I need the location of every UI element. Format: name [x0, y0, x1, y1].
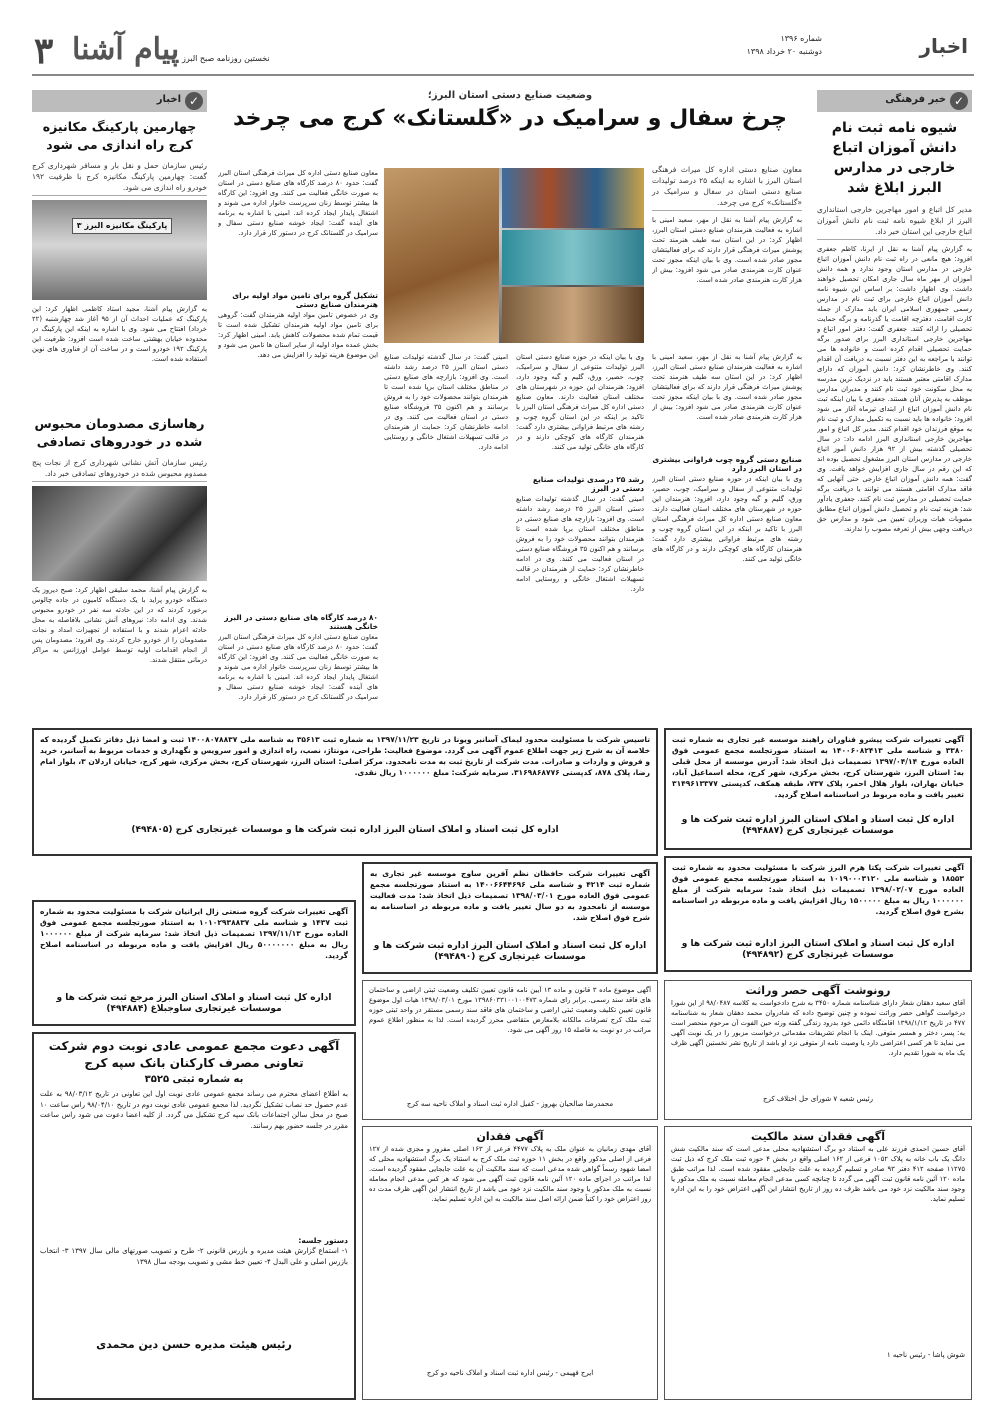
left-column: [32, 90, 207, 720]
ad-text: تاسیس شرکت با مسئولیت محدود لیماک آسانبر ویونا در تاریخ ۱۳۹۷/۱۱/۲۳ به شماره ثبت ۳۵۶۱۳ به شناسه ملی ۱۴۰۰۸۰۷۸۸۳۷ ثبت و امضا ذیل دفاتر تکمیل گردیده که خلاصه آن به شرح زیر جهت اطلاع عموم آگهی می گردد. موضوع فعالیت: طراحی، مونتاژ، نصب، راه اندازی و امور سرویس و نگهداری و خدمات مربوط به آسانبر، خرید و فروش و واردات و صادرات. مدت شرکت از تاریخ ثبت به مدت نامحدود. مرکز اصلی: استان البرز، شهرستان کرج، بخش مرکزی، شهر کرج، خیابان اردلان ۳، بلوار امام رضا، پلاک ۸۷۸، کدپستی ۳۱۶۹۸۶۸۷۷۶. سرمایه شرکت: مبلغ ۱۰۰۰۰۰۰ ریال نقدی.: [40, 735, 650, 777]
center-left-top: [218, 168, 378, 742]
ad-company-formation: [32, 728, 658, 856]
lead: مدیر کل اتباع و امور مهاجرین خارجی استانداری البرز از ابلاغ شیوه نامه ثبت نام دانش آموزان اتباع خارجی این استان خبر داد.: [817, 202, 972, 240]
ad-signature: شوش پاشا - رئیس ناحیه ۱: [886, 1351, 965, 1359]
ad-signature: اداره کل ثبت اسناد و املاک استان البرز مرجع ثبت شرکت ها و موسسات غیرتجاری ساوجبلاغ (۴۹۴۸۸۴): [56, 993, 332, 1014]
ad-signature: ایرج فهیمی - رئیس اداره ثبت اسناد و املاک ناحیه دو کرج: [426, 1369, 594, 1377]
ad-general-assembly: [32, 1032, 356, 1400]
check-icon: ✓: [185, 92, 203, 110]
main-lead: معاون صنایع دستی اداره کل میراث فرهنگی استان البرز با اشاره به اینکه ۲۵ درصد تولیدات صنایع دستی استان در سفال و سرامیک در «گلستانک» کرج می چرخد.: [652, 162, 802, 211]
headline-rescue: رهاسازی مصدومان محبوس شده در خودروهای تصادفی: [34, 416, 205, 449]
rescue-photo: [32, 486, 207, 581]
subhead-2: رشد ۲۵ درصدی تولیدات صنایع دستی در البرز: [532, 475, 644, 493]
ad-text: به اطلاع اعضای محترم می رساند مجمع عمومی عادی نوبت اول این تعاونی در تاریخ ۹۸/۰۳/۱۲ به علت عدم حصول حد نصاب تشکیل نگردید. لذا مجمع عمومی عادی نوبت دوم در تاریخ ۹۸/۰۴/۱۰ راس ساعت ۱۰ صبح در محل سالن اجتماعات بانک سپه کرج تشکیل می گردد. از کلیه اعضا دعوت می شود راس ساعت مقرر در جلسه حضور بهم رسانند.: [40, 1090, 348, 1130]
parking-photo: [32, 200, 207, 300]
lead-parking: رئیس سازمان حمل و نقل بار و مسافر شهرداری کرج گفت: چهارمین پارکینگ مکانیزه کرج با ظرفیت ۱۹۲ خودرو راه اندازی می شود.: [32, 158, 207, 196]
masthead: [32, 26, 974, 76]
masthead-rule: [32, 74, 974, 76]
intro-cont: به گزارش پیام آشنا به نقل از مهر، سعید امینی با اشاره به فعالیت هنرمندان صنایع دستی استان البرز، اظهار کرد: در این استان سه طیف هنرمند تحت پوشش میراث فرهنگی قرار دارند که برای فعالیتشان مجوز صادر شده است. وی با بیان اینکه مجوز تحت عنوان کارت هنرمندی صادر می شود افزود: بیش از هزار کارت هنرمندی صادر شده است.: [652, 353, 802, 421]
center-col-b: [516, 352, 644, 714]
check-icon: ✓: [950, 92, 968, 110]
subhead-3: تشکیل گروه برای تامین مواد اولیه برای هنرمندان صنایع دستی: [232, 291, 378, 309]
pottery-photo: [384, 168, 644, 343]
body-1-text: وی با بیان اینکه در حوزه صنایع دستی استان البرز تولیدات متنوعی از سفال و سرامیک، چوب، حصیر، ورق، گلیم و گبه وجود دارد، افزود: هنرمندان این حوزه در شهرستان های مختلف استان فعالیت دارند. معاون صنایع دستی اداره کل میراث فرهنگی استان البرز با تاکید بر اینکه در این استان گروه چوب و رشته های مرتبط فراوانی بیشتری دارد گفت: هنرمندان کارگاه های کوچکی دارند و در کارگاه های خانگی تولید می کنند.: [652, 475, 802, 563]
center-lead-column: [652, 162, 802, 375]
photo-hands: [384, 168, 499, 343]
ad-text: آگهی تغییرات شرکت گروه صنعتی زال ایرانیان شرکت با مسئولیت محدود به شماره ثبت ۱۴۳۷ و شناسه ملی ۱۰۱۰۲۹۳۸۸۳۷ به استناد صورتجلسه مجمع عمومی فوق العاده مورخ ۱۳۹۷/۱۱/۱۳ تصمیمات ذیل اتخاذ شد: سرمایه شرکت از مبلغ ۱۰۰۰۰۰۰ ریال به مبلغ ۵۰۰۰۰۰۰۰ ریال افزایش یافت و ماده مربوطه در اساسنامه اصلاح گردید.: [40, 907, 348, 960]
center-col-a: [652, 352, 802, 714]
ad-text: آقای مهدی زمانیان به عنوان ملک به پلاک ۴۴۷۷ فرعی از ۱۶۳ اصلی مفروز و مجزی شده از ۱۲۷ فرعی از اصلی مذکور واقع در بخش ۱۱ حوزه ثبت ملک کرج به استناد یک برگ استشهادیه محلی که امضا شهود رسماً گواهی شده مدعی است که سند مالکیت آن به علت جابجایی مفقود گردیده است. لذا مراتب در اجرای ماده ۱۲۰ آئین نامه قانون ثبت آگهی می شود که هر کس مدعی انجام معامله نسبت به ملک مذکور یا وجود سند مالکیت نزد خود می باشد از تاریخ انتشار این آگهی ظرف مدت ده روز اعتراض خود را کتباً ضمن ارائه اصل سند مالکیت به این اداره تسلیم نماید.: [369, 1145, 651, 1203]
body-3-text: وی در خصوص تامین مواد اولیه هنرمندان گفت: گروهی برای تامین مواد اولیه هنرمندان تشکیل شده است تا قیمت تمام شده محصولات کاهش یابد. امینی اظهار کرد: بخش عمده مواد اولیه از سایر استان ها تامین می شود و این موضوع هزینه تولید را افزایش می دهد.: [218, 311, 378, 359]
ad-signature: اداره کل ثبت اسناد و املاک استان البرز اداره ثبت شرکت ها و موسسات غیرتجاری کرج (۴۹۴۸۹۲): [681, 939, 955, 960]
ad-change-hafezan: [362, 862, 658, 974]
issue-date: دوشنبه ۲۰ خرداد ۱۳۹۸: [746, 47, 822, 56]
rescue-body: به گزارش پیام آشنا، محمد سلیقی اظهار کرد: صبح دیروز یک دستگاه خودرو پراید با یک دستگاه کامیون در جاده چالوس برخورد کردند که در این حادثه سه نفر در خودرو محبوس شدند. وی ادامه داد: نیروهای آتش نشانی بلافاصله به محل حادثه اعزام شدند و با استفاده از تجهیزات امداد و نجات مصدومان را از خودرو خارج کردند. وی افزود: مصدومان پس از انجام اقدامات اولیه توسط عوامل اورژانس به مراکز درمانی منتقل شدند.: [32, 586, 207, 664]
main-headline: چرخ سفال و سرامیک در «گلستانک» کرج می چرخد: [232, 106, 788, 131]
ad-text: آگهی تغییرات شرکت حافظان نظم آفرین ساوج موسسه غیر تجاری به شماره ثبت ۴۲۱۴ و شناسه ملی ۱۴۰۰۶۶۴۴۶۹۶ به استناد صورتجلسه مجمع عمومی فوق العاده مورخ ۱۳۹۸/۰۳/۰۱ تصمیمات ذیل اتخاذ شد: مدت فعالیت موسسه از نامحدود به دو سال تغییر یافت و ماده مربوطه در اساسنامه به شرح فوق اصلاح شد.: [370, 869, 650, 922]
center-col-c: [384, 352, 508, 712]
kicker: وضعیت صنایع دستی استان البرز؛: [427, 90, 593, 101]
photo-vases: [502, 168, 644, 228]
ad-text: آگهی تغییرات شرکت پیشرو فناوران راهبند موسسه غیر تجاری به شماره ثبت ۳۳۸۰ و شناسه ملی ۱۴۰۰۶۰۸۲۴۱۳ به استناد صورتجلسه مجمع عمومی فوق العاده مورخ ۱۳۹۷/۰۴/۱۴ تصمیمات ذیل اتخاذ شد: آدرس موسسه از محل قبلی به: استان البرز، شهرستان کرج، بخش مرکزی، شهر کرج، محله اسماعیل آباد، خیابان بهاران، بلوار هلال احمر، پلاک ۷۳۷، طبقه همکف، کدپستی ۳۱۴۹۶۱۳۳۷۷ تغییر یافت و ماده مربوط در اساسنامه اصلاح گردید.: [672, 735, 964, 799]
section-label: خبر فرهنگی: [885, 94, 946, 105]
ad-signature: محمدرضا صالحیان بهروز - کفیل اداره ثبت اسناد و املاک ناحیه سه کرج: [406, 1100, 614, 1108]
ad-signature: رئیس هیئت مدیره حسن دین محمدی: [96, 1338, 292, 1351]
headline-parking: چهارمین پارکینگ مکانیزه کرج راه اندازی می شود: [42, 119, 197, 152]
body-4b-text: معاون صنایع دستی اداره کل میراث فرهنگی استان البرز گفت: حدود ۸۰ درصد کارگاه های صنایع دستی در استان به صورت خانگی فعالیت می کنند. وی افزود: این کارگاه ها بیشتر توسط زنان سرپرست خانوار اداره می شوند و اشتغال پایدار ایجاد کرده اند. امینی با اشاره به برنامه های آینده گفت: ایجاد خوشه صنایع دستی سفال و سرامیک در گلستانک کرج در دستور کار قرار دارد.: [218, 633, 378, 701]
newspaper-logo: [32, 30, 180, 76]
ad-change-zal: [32, 900, 356, 1026]
ad-title: آگهی دعوت مجمع عمومی عادی نوبت دوم شرکت تعاونی مصرف کارکنان بانک سپه کرج: [48, 1039, 340, 1070]
ad-text: آقای سعید دهقان شعار دارای شناسنامه شماره ۳۴۵۰ به شرح دادخواست به کلاسه ۹۸/۰۴۸۷ از این شورا درخواست گواهی حصر وراثت نموده و چنین توضیح داده که شادروان محمد دهقان شعار به شناسنامه ۴۷۷ در تاریخ ۱۳۹۸/۱/۱۲ اقامتگاه دائمی خود بدرود زندگی گفته ورثه حین الفوت آن مرحوم منحصر است به: پسر، دختر و همسر متوفی. اینک با انجام تشریفات مقدماتی درخواست مزبور را در یک نوبت آگهی می نماید تا هر کسی اعتراضی دارد یا وصیت نامه از متوفی نزد او باشد از تاریخ نشر نخستین آگهی ظرف یک ماه به شورا تقدیم دارد.: [671, 999, 965, 1057]
issue-info: [722, 32, 822, 58]
article-body: به گزارش پیام آشنا به نقل از ایرنا، کاظم جعفری افزود: هیچ مانعی در راه ثبت نام دانش آموزان اتباع خارجی در مدارس استان وجود ندارد و همه دانش آموزان از مهر ماه سال جاری امکان تحصیل خواهند داشت. وی اظهار داشت: بر اساس این شیوه نامه دانش آموزان اتباع خارجی برای ثبت نام در مدارس رسمی جمهوری اسلامی ایران باید مدارک از جمله کارت اقامت، دفترچه اقامت یا گذرنامه و برگه حمایت تحصیلی را ارائه کنند. جعفری گفت: دفتر امور اتباع و مهاجرین خارجی استانداری البرز برای صدور برگه حمایت تحصیلی اقدام کرده است و خانواده ها می توانند با مراجعه به این دفتر نسبت به دریافت آن اقدام کنند. وی خاطرنشان کرد: دانش آموزان که دارای مدارک اقامتی معتبر هستند باید در نزدیک ترین مدرسه به محل سکونت خود ثبت نام کنند و مدیران مدارس موظف به پذیرش آنان هستند. جعفری با بیان اینکه ثبت نام دانش آموزان اتباع از ابتدای تیرماه آغاز می شود افزود: خانواده ها باید نسبت به تکمیل مدارک و ثبت نام به موقع فرزندان خود اقدام کنند. مدیر کل اتباع و امور مهاجرین خارجی استانداری البرز ادامه داد: در سال تحصیلی گذشته بیش از ۹۲ هزار دانش آموز اتباع خارجی در مدارس استان البرز مشغول تحصیل بوده اند که این رقم در سال جاری افزایش خواهد یافت. وی گفت: همه دانش آموزان اتباع خارجی حتی آنهایی که فاقد مدارک اقامتی هستند می توانند با دریافت برگه حمایت تحصیلی در مدارس ثبت نام کنند. جعفری یادآور شد: هزینه ثبت نام و تحصیل دانش آموزان اتباع مطابق مصوبات هیات وزیران تعیین می شود و مدارس حق دریافت وجهی بیش از تعرفه مصوب را ندارند.: [817, 245, 972, 533]
ad-deed-loss: [664, 1126, 972, 1400]
ad-title: رونوشت آگهی حصر وراثت: [745, 984, 891, 997]
intro-text: به گزارش پیام آشنا به نقل از مهر، سعید امینی با اشاره به فعالیت هنرمندان صنایع دستی استان البرز، اظهار کرد: در این استان سه طیف هنرمند تحت پوشش میراث فرهنگی قرار دارند که برای فعالیتشان مجوز صادر شده است. وی با بیان اینکه مجوز تحت عنوان کارت هنرمندی صادر می شود افزود: بیش از هزار کارت هنرمندی صادر شده است.: [652, 216, 802, 284]
ad-title: آگهی فقدان: [476, 1130, 544, 1143]
ad-signature: اداره کل ثبت اسناد و املاک استان البرز اداره ثبت شرکت ها و موسسات غیرتجاری کرج (۴۹۴۸۹۰): [373, 941, 647, 962]
right-column: [817, 90, 972, 720]
ad-text: آقای حسین احمدی فرزند علی به استناد دو برگ استشهادیه محلی مدعی است که سند مالکیت شش دانگ یک باب خانه به پلاک ۱۰۵۲ فرعی از ۱۶۲ اصلی واقع در بخش ۴ حوزه ثبت ملک کرج که ذیل ثبت ۱۱۲۷۵ صفحه ۴۱۲ دفتر ۹۳ صادر و تسلیم گردیده به علت جابجایی مفقود شده است. لذا مراتب طبق ماده ۱۲۰ آئین نامه قانون ثبت آگهی می گردد تا چنانچه کسی مدعی انجام معامله نسبت به ملک مذکور یا وجود سند مالکیت نزد خود می باشد ظرف ده روز از تاریخ انتشار این آگهی اعتراض خود را به این اداره تسلیم نماید.: [671, 1145, 965, 1203]
ad-land-registration: [362, 980, 658, 1120]
center-column: [218, 90, 802, 720]
ad-loss-notice: [362, 1126, 658, 1400]
ad-signature: رئیس شعبه ۷ شورای حل اختلاف کرج: [762, 1095, 874, 1103]
ad-text: آگهی تغییرات شرکت پکتا هرم البرز شرکت با مسئولیت محدود به شماره ثبت ۱۸۵۵۳ و شناسه ملی ۱۰۱۹۰۰۰۳۱۲۰ به استناد صورتجلسه مجمع عمومی فوق العاده مورخ ۱۳۹۸/۰۲/۰۷ تصمیمات ذیل اتخاذ شد: سرمایه شرکت از مبلغ ۱۰۰۰۰۰۰ ریال به مبلغ ۱۵۰۰۰۰۰ ریال افزایش یافت و ماده مربوطه در اساسنامه بشرح فوق اصلاح گردید.: [672, 863, 964, 916]
section-title: اخبار: [919, 34, 968, 58]
parking-sign: پارکینگ مکانیزه البرز ۳: [72, 218, 172, 234]
headline: شیوه نامه ثبت نام دانش آموزان اتباع خارجی در مدارس البرز ابلاغ شد: [831, 120, 958, 196]
agenda-title: دستور جلسه:: [298, 1236, 348, 1245]
section-header-news: [32, 90, 207, 112]
ad-change-pakta: [664, 856, 972, 972]
lead-rescue: رئیس سازمان آتش نشانی شهرداری کرج از نجات پنج مصدوم محبوس شده در خودروهای تصادفی خبر داد.: [32, 455, 207, 482]
ad-registration-number: به شماره ثبتی ۳۵۲۵: [144, 1074, 244, 1085]
tagline: نخستین روزنامه صبح البرز: [182, 54, 270, 63]
ad-inheritance: [664, 980, 972, 1120]
body-1-cont: وی با بیان اینکه در حوزه صنایع دستی استان البرز تولیدات متنوعی از سفال و سرامیک، چوب، حصیر، ورق، گلیم و گبه وجود دارد، افزود: هنرمندان این حوزه در شهرستان های مختلف استان فعالیت دارند. معاون صنایع دستی اداره کل میراث فرهنگی استان البرز با تاکید بر اینکه در این استان گروه چوب و رشته های مرتبط فراوانی بیشتری دارد گفت: هنرمندان کارگاه های کوچکی دارند و در کارگاه های خانگی تولید می کنند.: [516, 353, 644, 451]
ad-text: آگهی موضوع ماده ۳ قانون و ماده ۱۳ آیین نامه قانون تعیین تکلیف وضعیت ثبتی اراضی و ساختمان های فاقد سند رسمی. برابر رای شماره ۱۳۹۸۶۰۳۳۱۰۰۱۰۰۴۷۳ مورخ ۱۳۹۸/۰۳/۰۱ هیات اول موضوع قانون تعیین تکلیف وضعیت ثبتی اراضی و ساختمان های فاقد سند رسمی مستقر در واحد ثبتی حوزه ثبت ملک کرج تصرفات مالکانه بلامعارض متقاضی محرز گردیده است. لذا به منظور اطلاع عموم مراتب در دو نوبت به فاصله ۱۵ روز آگهی می شود.: [369, 986, 651, 1034]
logo-text: پیام آشنا: [72, 32, 180, 67]
agenda-items: ۱- استماع گزارش هیئت مدیره و بازرس قانونی ۲- طرح و تصویب صورتهای مالی سال ۱۳۹۷ ۳- انتخاب بازرس اصلی و علی البدل ۴- تعیین خط مشی و تصویب بودجه سال ۱۳۹۸: [40, 1247, 348, 1266]
ad-title: آگهی فقدان سند مالکیت: [751, 1130, 885, 1143]
subhead-1: صنایع دستی گروه چوب فراوانی بیشتری در استان البرز دارد: [652, 455, 802, 473]
subhead-4: ۸۰ درصد کارگاه های صنایع دستی در البرز خانگی هستند: [224, 613, 378, 631]
photo-turquoise: [502, 230, 644, 285]
parking-body: به گزارش پیام آشنا، مجید استاد کاظمی اظهار کرد: این پارکینگ که عملیات احداث آن از ۹۵ آغاز شد چهارشنبه (۲۲ خرداد) افتتاح می شود. وی با اشاره به اینکه این پارکینگ در محدوده خیابان بهشتی ساخت شده است افزود: ظرفیت این پارکینگ ۱۹۲ خودرو است و در ساخت آن از فناوری های نوین استفاده شده است.: [32, 305, 207, 363]
section-label: اخبار: [156, 94, 181, 105]
body-4-text: معاون صنایع دستی اداره کل میراث فرهنگی استان البرز گفت: حدود ۸۰ درصد کارگاه های صنایع دستی در استان به صورت خانگی فعالیت می کنند. وی افزود: این کارگاه ها بیشتر توسط زنان سرپرست خانوار اداره می شوند و اشتغال پایدار ایجاد کرده اند. امینی با اشاره به برنامه های آینده گفت: ایجاد خوشه صنایع دستی سفال و سرامیک در گلستانک کرج در دستور کار قرار دارد.: [218, 169, 378, 237]
ad-change-rahband: [664, 728, 972, 850]
page-number: ۳: [34, 30, 54, 72]
ad-signature: اداره کل ثبت اسناد و املاک استان البرز اداره ثبت شرکت ها و موسسات غیرتجاری کرج (۴۹۴۸۸۷): [681, 815, 955, 836]
ad-signature: اداره کل ثبت اسناد و املاک استان البرز اداره ثبت شرکت ها و موسسات غیرتجاری کرج (۴۹۴۸۰۵): [131, 825, 559, 835]
section-header-culture: [817, 90, 972, 112]
photo-potter: [502, 287, 644, 343]
body-2-text: امینی گفت: در سال گذشته تولیدات صنایع دستی استان البرز ۲۵ درصد رشد داشته است. وی افزود: بازارچه های صنایع دستی در مناطق مختلف استان برپا شده است تا هنرمندان بتوانند محصولات خود را به فروش برسانند و هم اکنون ۳۵ فروشگاه صنایع دستی در استان فعالیت می کنند. وی در ادامه خاطرنشان کرد: حمایت از هنرمندان در قالب تسهیلات اشتغال خانگی و روستایی ادامه دارد.: [516, 495, 644, 593]
body-2-cont: امینی گفت: در سال گذشته تولیدات صنایع دستی استان البرز ۲۵ درصد رشد داشته است. وی افزود: بازارچه های صنایع دستی در مناطق مختلف استان برپا شده است تا هنرمندان بتوانند محصولات خود را به فروش برسانند و هم اکنون ۳۵ فروشگاه صنایع دستی در استان فعالیت می کنند. وی در ادامه خاطرنشان کرد: حمایت از هنرمندان در قالب تسهیلات اشتغال خانگی و روستایی ادامه دارد.: [384, 353, 508, 451]
issue-number: شماره ۱۳۹۶: [780, 34, 822, 43]
